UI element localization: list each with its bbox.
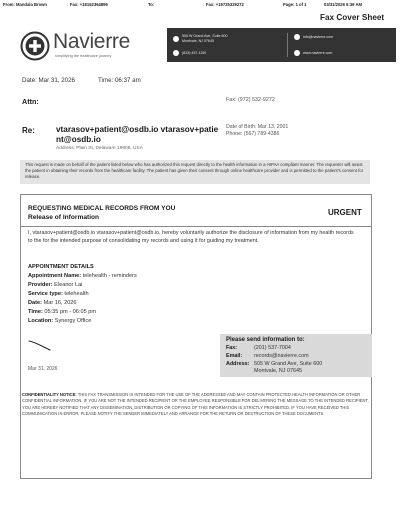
send-fax: Fax: (201) 537-7004 xyxy=(226,345,291,351)
send-address: Address: 505 W Grand Ave, Suite 600 xyxy=(226,361,323,367)
phone-icon xyxy=(173,50,179,56)
signature-date: Mar 31, 2026 xyxy=(28,366,58,372)
navierre-logo-icon xyxy=(20,31,50,61)
confidentiality-notice xyxy=(22,392,378,418)
confidentiality-label: CONFIDENTIALITY NOTICE: xyxy=(22,392,77,397)
patient-address: Address: Plain St, Delaware 19808, USA xyxy=(56,146,143,151)
fax-transmission-header xyxy=(0,0,400,8)
attn-fax: Fax: (972) 532-9272 xyxy=(226,97,275,103)
patient-dob-phone xyxy=(226,124,288,138)
attn-label: Attn: xyxy=(22,97,39,106)
hipaa-notice: This request is made on behalf of the patient listed below who has authorized this request directly to the health information in a HIPAA compliant manner. The requester will assist the patient in obtaining their records from the healthcare facility. The patient has given their consent through online healthcare provider and is permitted to the patient's consent for release. xyxy=(20,160,370,184)
appointment-provider: Provider: Eleanor Lai xyxy=(28,282,83,288)
globe-icon xyxy=(294,50,300,56)
contact-web: www.navierre.com xyxy=(294,50,332,56)
authorization-text: I, vtarasov+patient@osdb.io vtarasov+patient@osdb.io, hereby voluntarily authorize the disclosure of information from my health records to the for the intended purpose of consolidating my records and using it for guiding my treatment. xyxy=(28,230,354,244)
request-divider xyxy=(20,226,372,227)
urgent-badge: URGENT xyxy=(328,208,362,217)
request-title: REQUESTING MEDICAL RECORDS FROM YOU Release of Information xyxy=(28,205,176,221)
contact-phone: (833) 437-1150 xyxy=(173,50,206,56)
appointment-location: Location: Synergy Office xyxy=(28,318,92,324)
appointment-time: Time: 05:35 pm - 06:05 pm xyxy=(28,309,97,315)
appointment-date: Date: Mar 16, 2026 xyxy=(28,300,77,306)
contact-address-line1: 505 W Grand Ave, Suite 600 xyxy=(182,34,228,38)
brand-name: Navierre xyxy=(53,30,130,53)
confidentiality-text: THIS FAX TRANSMISSION IS INTENDED FOR THE USE OF THE ADDRESSEE AND MAY CONTAIN PROTECTED HEALTH INFORMATION OR OTHER CONFIDENTIAL INFORMATION. IF YOU ARE NOT THE INTENDED RECIPIENT OR THE EMPLOYEE RESPONSIBLE FOR DELIVERING THE MESSAGE TO THE INTENDED RECIPIENT, YOU ARE HEREBY NOTIFIED THAT ANY DISSEMINATION, DISTRIBUTION OR COPYING OF THIS INFORMATION IS STRICTLY PROHIBITED. IF YOU HAVE RECEIVED THIS COMMUNICATION IN ERROR, PLEASE NOTIFY THE SENDER IMMEDIATELY AND ARRANGE FOR THE RETURN OR DESTRUCTION OF THESE DOCUMENTS. xyxy=(22,392,369,417)
contact-email: info@navierre.com xyxy=(294,34,333,40)
contact-address-line2: Montvale, NJ 07645 xyxy=(182,39,214,43)
contact-bar xyxy=(167,28,396,62)
fax-to-number: Fax: +19725329272 xyxy=(206,2,244,7)
date-value: Mar 31, 2026 xyxy=(38,77,75,84)
time-value: 06:37 am xyxy=(114,77,141,84)
patient-phone: Phone: (567) 789-4386 xyxy=(226,131,280,137)
appointment-name: Appointment Name: telehealth - reminders xyxy=(28,273,137,279)
time-line: Time: 06:37 am xyxy=(98,77,141,84)
signature-mark xyxy=(28,338,52,352)
brand-tagline: simplifying the healthcare journey xyxy=(55,54,112,58)
request-subtitle: Release of Information xyxy=(28,214,100,221)
re-label: Re: xyxy=(22,126,35,135)
appointment-service: Service type: telehealth xyxy=(28,291,89,297)
location-pin-icon xyxy=(173,36,179,42)
fax-from: From: Mandala Brown xyxy=(3,2,47,7)
send-info-title: Please send information to: xyxy=(226,337,305,343)
send-address-line2: Montvale, NJ 07645 xyxy=(254,368,302,374)
email-icon xyxy=(294,34,300,40)
cover-sheet-title: Fax Cover Sheet xyxy=(320,13,385,22)
fax-from-number: Fax: +18152364896 xyxy=(70,2,108,7)
patient-name: vtarasov+patient@osdb.io vtarasov+patient@osdb.io xyxy=(56,125,219,144)
fax-timestamp: 03/31/2026 6:39 AM xyxy=(324,2,363,7)
send-email: Email: records@navierre.com xyxy=(226,353,309,359)
patient-dob: Date of Birth: Mar 13, 2001 xyxy=(226,124,289,130)
fax-page: Page: 1 of 1 xyxy=(283,2,307,7)
fax-to: To: xyxy=(148,2,155,7)
contact-address xyxy=(173,34,227,44)
appointment-header: APPOINTMENT DETAILS xyxy=(28,264,94,270)
date-line: Date: Mar 31, 2026 xyxy=(22,77,75,84)
contact-divider xyxy=(287,33,288,57)
